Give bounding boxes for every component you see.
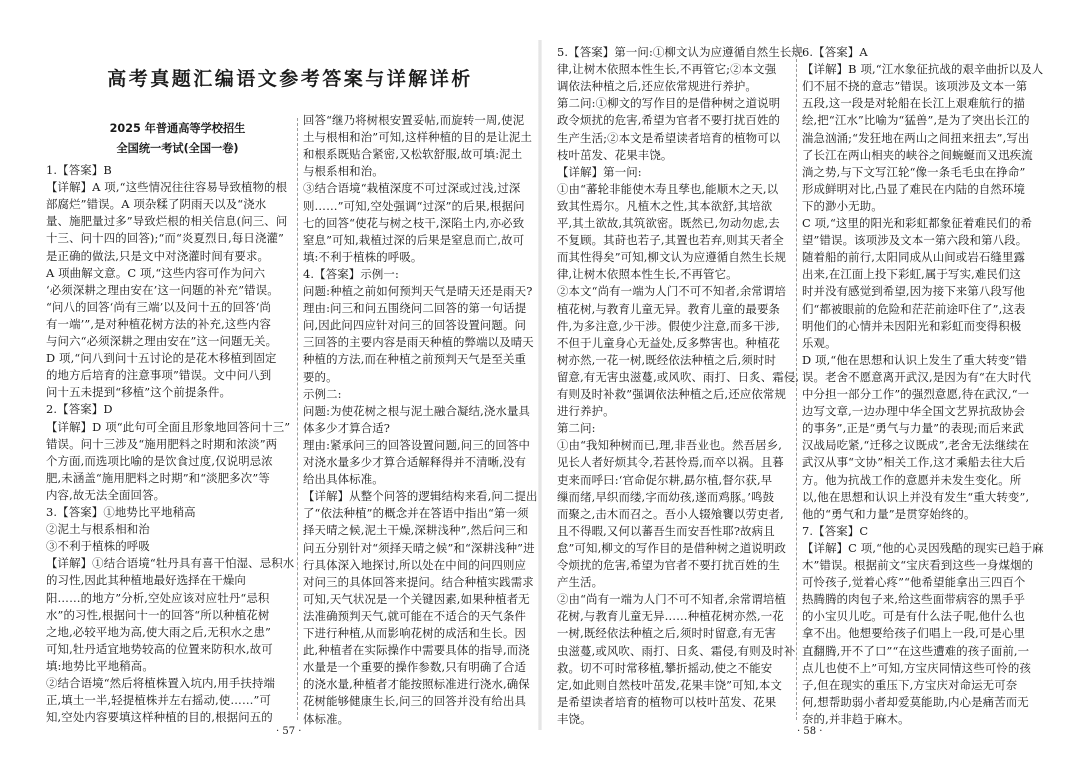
text-line: 见长人者好烦其令,若甚怜焉,而卒以祸。且暮	[557, 455, 784, 470]
text-line: 奈的,并非趋于麻木。	[802, 711, 910, 726]
text-line: 拿不出。他想要给孩子们唱上一段,可是心里	[802, 626, 1026, 641]
text-line: ②由“尚有一端为人门不可不知者,余常谓培植	[557, 592, 787, 607]
text-line: 方。他为抗战工作的意愿并未发生变化。所	[802, 472, 1022, 487]
text-line: 法准确预判天气,就可能在不适合的天气条件	[303, 608, 527, 623]
text-line: 丰饶。	[557, 711, 592, 726]
text-line: 热腾腾的肉包子来,给这些面带病容的黑手乎	[802, 592, 1026, 607]
text-line: 窒息”可知,栽植过深的后果是窒息而亡,故可	[303, 232, 525, 247]
text-line: 木”错误。根据前文“宝庆看到这些一身煤烟的	[802, 558, 1034, 572]
text-line: ②泥土与根系相和治	[46, 522, 150, 537]
text-line: 给出具体标准。	[303, 472, 384, 487]
text-line: 6.【答案】A	[802, 45, 868, 59]
text-line: 阳……的地方”分析,空处应该对应牡丹“忌积	[46, 590, 270, 605]
text-line: 他的“勇气和力量”是贯穿始终的。	[802, 506, 976, 521]
text-line: 植花树,与教育儿童无异。教育儿童的最要条	[557, 301, 781, 316]
text-line: 7.【答案】C	[802, 523, 869, 538]
text-line: 武汉从事“文协”相关工作,这才乘船去往大后	[802, 455, 1026, 470]
text-line: 【详解】D 项“此句可全面且形象地回答问十三”	[46, 419, 291, 434]
page-gutter	[538, 40, 542, 730]
text-line: 【详解】B 项,“江水象征抗战的艰辛曲折以及人	[802, 62, 1044, 77]
text-line: 土与根相和治”可知,这样种植的目的是让泥土	[303, 130, 533, 145]
text-line: 救。切不可时常移植,攀折摇动,使之不能安	[557, 660, 773, 675]
text-line: 有一端’”,是对种植花树方法的补充,这些内容	[46, 316, 272, 331]
text-line: 缫而绪,早织而缕,字而幼孩,遂而鸡豚。’鸣鼓	[557, 489, 775, 504]
text-line: 则……”可知,空处强调“过深”的后果,根据问	[303, 198, 525, 213]
text-line: 绘,把“江水”比喻为“猛兽”,是为了突出长江的	[802, 113, 1030, 128]
text-line: 生产生活;②本文是希望读者培育的植物可以	[557, 130, 781, 145]
text-line: 示例二:	[303, 386, 342, 401]
text-line: 望”错误。该项涉及文本一第六段和第八段。	[802, 233, 1028, 248]
text-line: 择天晴之候,泥土干燥,深耕浅种”,然后问三和	[303, 523, 529, 538]
text-line: 2.【答案】D	[46, 402, 113, 417]
text-line: 回答“继乃将树根安置妥帖,而旋转一周,使泥	[303, 113, 525, 127]
column-divider-right	[796, 44, 797, 720]
text-line: 且不得暇,又何以蕃吾生而安吾性耶?故病且	[557, 523, 775, 538]
text-line: ②本文“尚有一端为人门不可不知者,余常谓培	[557, 284, 787, 299]
text-line: 误。老舍不愿意离开武汉,是因为有“在大时代	[802, 369, 1032, 384]
text-line: 中分担一部分工作”的强烈意愿,待在武汉,“一	[802, 387, 1030, 401]
text-line: 下进行种植,从而影响花树的成活和生长。因	[303, 626, 527, 640]
text-line: 量、施肥量过多”导致烂根的相关信息(问三、问	[46, 214, 288, 229]
text-line: 问十五未提到“移植”这个前提条件。	[46, 385, 232, 400]
text-line: 直翻腾,开不了口”“在这些遭难的孩子面前,一	[802, 643, 1030, 658]
text-line: 【详解】A 项,“这些情况往往容易导致植物的根	[46, 180, 288, 195]
text-line: 与问六“必须深耕之理由安在”这一问题无关。	[46, 334, 278, 348]
text-line: 与根系相和治。	[303, 164, 384, 179]
text-line: 以,他在思想和认识上并没有发生“重大转变”,	[802, 489, 1030, 504]
text-line: 的地方后培育的注意事项”错误。文中问八到	[46, 368, 272, 383]
text-line: 此,种植者在实际操作中需要具体的指导,而浇	[303, 643, 530, 658]
text-line: 可知,牡丹适宜地势较高的位置来防积水,故可	[46, 641, 273, 656]
text-line: 花树,与教育儿童无异……种植花树亦然,一花	[557, 609, 784, 624]
text-line: 乐观。	[802, 335, 837, 350]
text-line: 填:不利于植株的呼吸。	[303, 249, 423, 264]
text-line: 对问三的具体回答来提问。结合种植实践需求	[303, 574, 534, 589]
exam-subtitle-line2: 全国统一考试(全国一卷)	[116, 142, 239, 155]
text-line: 五段,这一段是对轮船在长江上艰难航行的描	[802, 96, 1026, 111]
text-line: 七的回答“使花与树之枝干,深陷土内,亦必致	[303, 215, 525, 230]
text-line: 随着船的前行,太阳同成从山间或岩石缝里露	[802, 250, 1026, 265]
text-line: 了长江在两山相夹的峡谷之间蜿蜒而又迅疾流	[802, 147, 1033, 162]
text-line: 的习性,因此其种植地最好选择在干燥向	[46, 573, 246, 588]
text-line: 一树,既经依法种植之后,须时时留意,有无害	[557, 626, 777, 641]
text-line: 要的。	[303, 369, 338, 384]
text-line: 十三、问十四的回答);“而“炎夏烈日,每日浇灌”	[46, 231, 285, 246]
text-line: 律,让树木依照本性生长,不再管它;②本文强	[557, 62, 777, 77]
text-line: 第二问:	[557, 421, 596, 436]
text-line: 问五分别针对“须择天晴之候”和“深耕浅种”进	[303, 540, 535, 555]
text-line: 们不屈不挠的意志”错误。该项涉及文本一第	[802, 79, 1028, 94]
text-line: 件,为多注意,少干涉。假使少注意,而多干涉,	[557, 318, 780, 333]
text-line: 点儿也使不上”可知,方宝庆同情这些可怜的孩	[802, 660, 1032, 675]
text-line: 不但于儿童身心无益处,反多弊害也。种植花	[557, 335, 781, 350]
text-line: 的事务”,正是“勇气与力量”的表现;而后来武	[802, 421, 1024, 436]
text-line: 【详解】C 项,“他的心灵因残酷的现实已趋于麻	[802, 540, 1044, 555]
text-line: 边写文章,一边办理中华全国文艺界抗敌协会	[802, 404, 1026, 419]
text-line: 令烦扰的危害,希望为官者不要打扰百姓的生	[557, 558, 781, 572]
text-line: 【详解】第一问:	[557, 164, 642, 179]
text-line: 问题:种植之前如何预判天气是晴天还是雨天?	[303, 284, 533, 298]
text-line: 们“都被眼前的危险和茫茫前途吓住了”,这表	[802, 301, 1026, 316]
text-line: 怠”可知,柳文的写作目的是借种树之道说明政	[557, 540, 787, 555]
text-line: 问,因此问四应针对问三的回答设置问题。问	[303, 318, 527, 333]
text-line: 部腐烂”错误。A 项杂糅了阴雨天以及“浇水	[46, 197, 267, 212]
text-line: 律,让树木依照本性生长,不再管它。	[557, 267, 738, 282]
text-line: 三回答的主要内容是雨天种植的弊端以及晴天	[303, 335, 534, 350]
text-line: ②结合语境“然后将植株置入坑内,用手扶持端	[46, 676, 276, 690]
text-line: 个方面,而选项比喻的是饮食过度,仅说明忌浓	[46, 453, 273, 468]
text-line: 虫滋蔓,或风吹、雨打、日炙、霜侵,有则及时补	[557, 643, 796, 658]
text-line: 之地,必较平地为高,使大雨之后,无积水之患”	[46, 624, 272, 639]
text-line: 对浇水量多少才算合适解释得并不清晰,没有	[303, 455, 527, 469]
text-line: 的小宝贝儿吃。可是有什么法子呢,他什么也	[802, 609, 1026, 624]
text-line: 而聚之,击木而召之。吾小人辍飧饔以劳吏者,	[557, 506, 784, 521]
text-line: 树亦然,一花一树,既经依法种植之后,须时时	[557, 352, 777, 367]
text-line: 的浇水量,种植者才能按照标准进行浇水,确保	[303, 677, 530, 692]
text-line: 5.【答案】第一问:①柳文认为应遵循自然生长规	[557, 45, 803, 59]
text-line: 湍急汹涌;“发狂地在两山之间扭来扭去”,写出	[802, 130, 1030, 145]
exam-subtitle-line1: 2025 年普通高等学校招生	[109, 122, 246, 135]
text-line: 理由:问三和问五围绕问二回答的第一句话提	[303, 301, 527, 316]
text-line: 进行养护。	[557, 404, 615, 419]
text-line: 体标准。	[303, 711, 350, 726]
text-line: ①由“蕃轮非能使木寿且孳也,能顺木之天,以	[557, 181, 779, 196]
text-line: 和根系既贴合紧密,又松软舒服,故可填:泥土	[303, 147, 523, 162]
text-line: 内容,故无法全面回答。	[46, 487, 166, 502]
text-line: 【详解】①结合语境“牡丹具有喜干怕湿、忌积水	[46, 556, 295, 571]
text-line: 何,想帮助弱小者却爱莫能助,内心是痛苦而无	[802, 694, 1029, 709]
text-line: ‘必须深耕之理由安在’这一问题的补充”错误。	[46, 282, 279, 297]
text-line: A 项曲解文意。C 项,“这些内容可作为问六	[46, 265, 266, 280]
text-line: 出来,在江面上投下彩虹,属于写实,难民们这	[802, 267, 1022, 282]
text-line: ③不利于植株的呼吸	[46, 539, 150, 554]
text-line: 明他们的心情并未因阳光和彩虹而变得积极	[802, 318, 1022, 333]
text-line: 枝叶茁发、花果丰饶。	[557, 147, 673, 162]
text-line: 肥,未涵盖“施用肥料之时期”和“淡肥多次”等	[46, 470, 270, 485]
page-number-right: · 58 ·	[797, 726, 823, 737]
text-line: 平,其土欲故,其筑欲密。既然已,勿动勿虑,去	[557, 216, 780, 230]
text-line: D 项,“他在思想和认识上发生了重大转变”错	[802, 352, 1027, 367]
text-line: 错误。问十三涉及“施用肥料之时期和浓淡”两	[46, 436, 278, 451]
text-line: 致其性焉尔。凡植木之性,其本欲舒,其培欲	[557, 198, 773, 213]
text-line: 4.【答案】示例一:	[303, 266, 399, 281]
text-line: 吏来而呼曰:‘官命促尔耕,勗尔植,督尔获,早	[557, 472, 773, 487]
text-line: 种植的方法,而在种植之前预判天气是至关重	[303, 352, 527, 367]
text-line: 3.【答案】①地势比平地稍高	[46, 505, 196, 519]
text-line: 水”的习性,根据问十一的回答“所以种植花树	[46, 607, 270, 622]
text-line: 留意,有无害虫滋蔓,或风吹、雨打、日炙、霜侵,	[557, 369, 800, 384]
text-line: 理由:紧承问三的回答设置问题,问三的回答中	[303, 437, 531, 452]
text-line: ①由“我知种树而已,理,非吾业也。然吾居乡,	[557, 438, 783, 453]
text-line: 淌之势,与下文写江轮“像一条毛毛虫在挣命”	[802, 164, 1026, 179]
text-line: 第二问:①柳文的写作目的是借种树之道说明	[557, 96, 781, 111]
text-line: 正,填土一半,轻提植株并左右摇动,使……”可	[46, 693, 272, 708]
text-line: ③结合语境“栽植深度不可过深或过浅,过深	[303, 181, 521, 196]
text-line: 了“依法种植”的概念并在答语中指出“第一须	[303, 506, 529, 521]
text-line: 是希望读者培育的植物可以枝叶茁发、花果	[557, 694, 777, 709]
text-line: 时并没有感觉到希望,因为接下来第八段写他	[802, 284, 1026, 299]
text-line: C 项,“这里的阳光和彩虹都象征着难民们的希	[802, 216, 1033, 230]
text-line: “问八的回答‘尚有三端’以及问十五的回答‘尚	[46, 299, 272, 314]
page-title: 高考真题汇编语文参考答案与详解详析	[107, 68, 473, 90]
text-line: D 项,“问八到问十五讨论的是花木移植到固定	[46, 351, 277, 366]
text-line: 水量是一个重要的操作参数,只有明确了合适	[303, 660, 527, 675]
text-line: 调依法种植之后,还应依常规进行养护。	[557, 79, 757, 94]
text-line: 子,但在现实的重压下,方宝庆对命运无可奈	[802, 677, 1018, 692]
text-line: 【详解】从整个问答的逻辑结构来看,问二提出	[303, 489, 538, 504]
text-line: 定,如此则自然枝叶茁发,花果丰饶”可知,本文	[557, 677, 783, 692]
column-divider-left	[297, 118, 298, 720]
text-line: 填:地势比平地稍高。	[46, 658, 154, 673]
page-number-left: · 57 ·	[276, 726, 302, 737]
text-line: 知,空处内容要填这样种植的目的,根据问五的	[46, 710, 273, 725]
text-line: 汉战局吃紧,“迁移之议既成”,老舍无法继续在	[802, 438, 1030, 453]
text-line: 而其性得矣”可知,柳文认为应遵循自然生长规	[557, 250, 787, 265]
text-line: 不复顾。其莳也若子,其置也若弃,则其天者全	[557, 233, 784, 248]
text-line: 体多少才算合适?	[303, 420, 391, 435]
text-line: 是正确的做法,只是文中对浇灌时间有要求。	[46, 248, 270, 263]
text-line: 可怜孩子,觉着心疼”“他希望能拿出三四百个	[802, 575, 1026, 590]
text-line: 行具体深入地探讨,所以处在中间的问四则应	[303, 557, 527, 572]
text-line: 有则及时补救”强调依法种植之后,还应依常规	[557, 387, 787, 401]
text-line: 可知,天气状况是一个关键因素,如果种植者无	[303, 591, 530, 606]
text-line: 花树能够健康生长,问三的回答并没有给出具	[303, 694, 527, 709]
text-line: 形成鲜明对比,凸显了难民在内陆的自然环境	[802, 181, 1026, 196]
text-line: 1.【答案】B	[46, 163, 112, 177]
text-line: 政令烦扰的危害,希望为官者不要打扰百姓的	[557, 113, 781, 128]
text-line: 产生活。	[557, 575, 604, 590]
text-line: 下的渺小无助。	[802, 198, 883, 213]
text-line: 问题:为使花树之根与泥土融合凝结,浇水量具	[303, 403, 531, 418]
